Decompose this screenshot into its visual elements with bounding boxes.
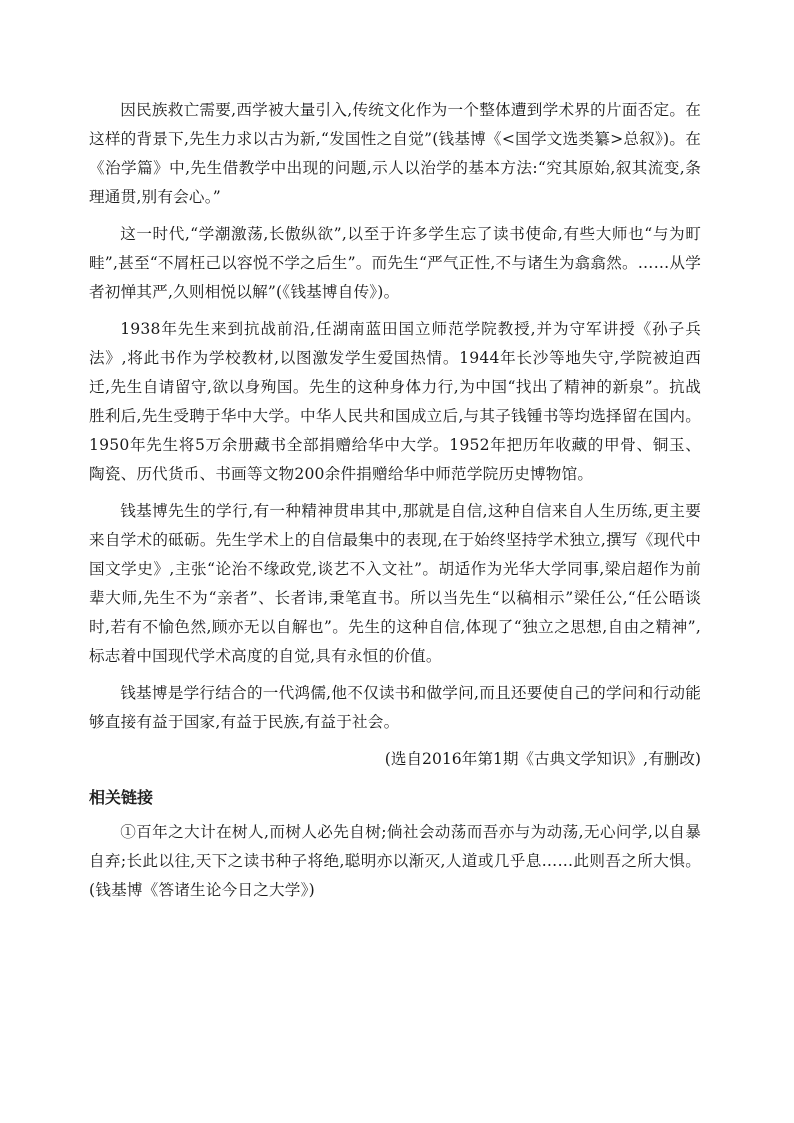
document-page [89, 96, 701, 905]
article-paragraph-1: 因民族救亡需要,西学被大量引入,传统文化作为一个整体遭到学术界的片面否定。在这样的背景下,先生力求以古为新,“发国性之自觉”(钱基博《<国学文选类纂>总叙》)。在《治学篇》中,先生借教学中出现的问题,示人以治学的基本方法:“究其原始,叙其流变,条理通贯,别有会心。” [89, 101, 701, 206]
article-paragraph-3: 1938年先生来到抗战前沿,任湖南蓝田国立师范学院教授,并为守军讲授《孙子兵法》,将此书作为学校教材,以图激发学生爱国热情。1944年长沙等地失守,学院被迫西迁,先生自请留守,欲以身殉国。先生的这种身体力行,为中国“找出了精神的新泉”。抗战胜利后,先生受聘于华中大学。中华人民共和国成立后,与其子钱锺书等均选择留在国内。1950年先生将5万余册藏书全部捐赠给华中大学。1952年把历年收藏的甲骨、铜玉、陶瓷、历代货币、书画等文物200余件捐赠给华中师范学院历史博物馆。 [89, 320, 701, 483]
related-links-heading: 相关链接 [89, 788, 154, 807]
related-link-item-1: ①百年之大计在树人,而树人必先自树;倘社会动荡而吾亦与为动荡,无心问学,以自暴自弃;长此以往,天下之读书种子将绝,聪明亦以渐灭,人道或几乎息……此则吾之所大惧。(钱基博《答诸生论今日之大学》) [89, 823, 701, 899]
article-paragraph-2: 这一时代,“学潮激荡,长傲纵欲”,以至于许多学生忘了读书使命,有些大师也“与为町畦”,甚至“不屑枉己以容悦不学之后生”。而先生“严气正性,不与诸生为翕翕然。……从学者初惮其严,久则相悦以解”(《钱基博自传》)。 [89, 225, 701, 301]
article-source: (选自2016年第1期《古典文学知识》,有删改) [384, 750, 701, 768]
article-paragraph-5: 钱基博是学行结合的一代鸿儒,他不仅读书和做学问,而且还要使自己的学问和行动能够直接有益于国家,有益于民族,有益于社会。 [89, 684, 701, 731]
article-paragraph-4: 钱基博先生的学行,有一种精神贯串其中,那就是自信,这种自信来自人生历练,更主要来自学术的砥砺。先生学术上的自信最集中的表现,在于始终坚持学术独立,撰写《现代中国文学史》,主张“论治不缘政党,谈艺不入文社”。胡适作为光华大学同事,梁启超作为前辈大师,先生不为“亲者”、长者讳,秉笔直书。所以当先生“以稿相示”梁任公,“任公晤谈时,若有不愉色然,顾亦无以自解也”。先生的这种自信,体现了“独立之思想,自由之精神”,标志着中国现代学术高度的自觉,具有永恒的价值。 [89, 502, 701, 665]
